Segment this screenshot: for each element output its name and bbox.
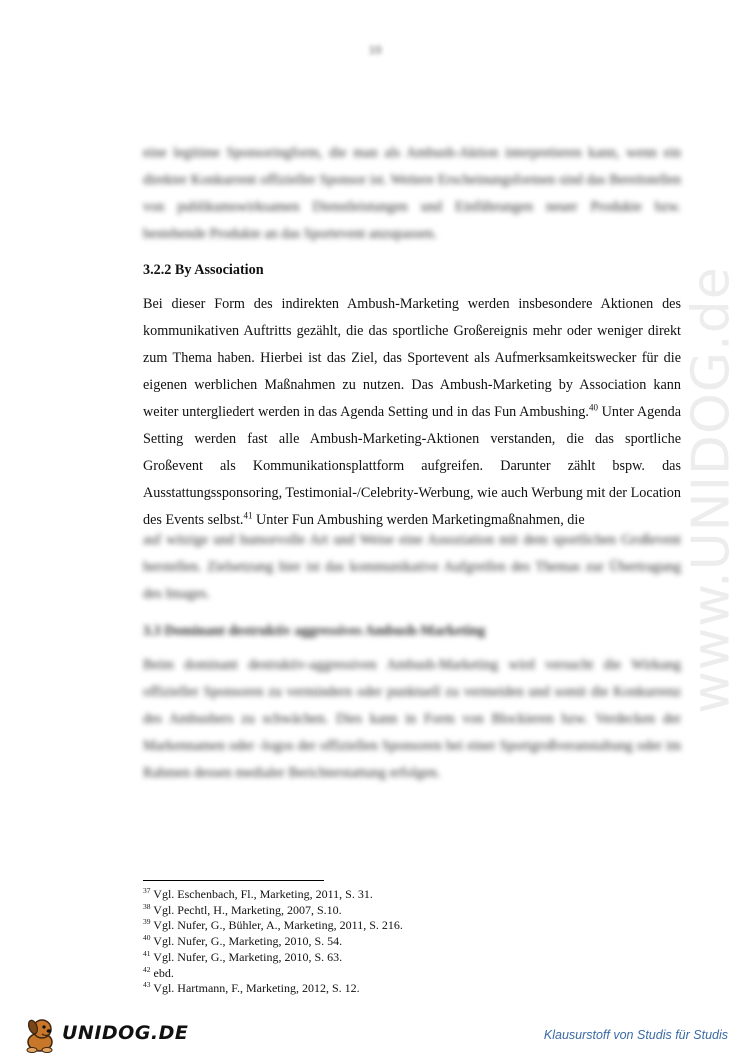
footnote bbox=[143, 981, 683, 997]
footnote-text: ebd. bbox=[153, 965, 174, 980]
unidog-logo[interactable] bbox=[20, 1016, 189, 1054]
footnotes bbox=[143, 887, 683, 997]
logo-text: UNIDOG.DE bbox=[62, 1022, 189, 1044]
watermark-text: www.UNIDOG.de bbox=[682, 266, 742, 714]
footnote-number: 42 bbox=[143, 964, 151, 974]
footnote-text: Vgl. Nufer, G., Marketing, 2010, S. 54. bbox=[153, 934, 343, 949]
blurred-paragraph-continuation bbox=[143, 527, 681, 608]
footnote bbox=[143, 950, 683, 966]
footnote-text: Vgl. Nufer, G., Bühler, A., Marketing, 2011, S. 216. bbox=[153, 918, 403, 933]
tagline: Klausurstoff von Studis für Studis bbox=[543, 1028, 728, 1042]
main-sentence-1: Bei dieser Form des indirekten Ambush-Marketing werden insbesondere Aktionen des kommunikativen Auftritts gezählt, die das sportliche Großereignis mehr oder weniger direkt zum Thema haben. Hierbei ist das Ziel, das Sportevent als Aufmerksamkeitswecker für die eigenen werblichen Maßnahmen zu nutzen. Das Ambush-Marketing by Association kann weiter untergliedert werden in das Agenda Setting und in das Fun Ambushing. bbox=[143, 296, 681, 420]
footnote-text: Vgl. Nufer, G., Marketing, 2010, S. 63. bbox=[153, 949, 343, 964]
footnote-number: 43 bbox=[143, 980, 151, 990]
footnote-text: Vgl. Eschenbach, Fl., Marketing, 2011, S. 31. bbox=[153, 887, 373, 901]
footnote-ref-41: 41 bbox=[243, 510, 253, 521]
footnote bbox=[143, 903, 683, 919]
main-paragraph bbox=[143, 291, 681, 534]
footnote bbox=[143, 966, 683, 982]
footnote-ref-40: 40 bbox=[588, 402, 598, 413]
blurred-paragraph-top bbox=[143, 140, 681, 248]
footnote bbox=[143, 887, 683, 903]
footnote-text: Vgl. Hartmann, F., Marketing, 2012, S. 12. bbox=[153, 981, 360, 996]
footnote-text: Vgl. Pechtl, H., Marketing, 2007, S.10. bbox=[153, 902, 342, 917]
blurred-section-heading: 3.3 Dominant destruktiv aggressives Ambush-Marketing bbox=[143, 623, 486, 639]
footnote-divider bbox=[143, 880, 324, 881]
dog-mascot-icon bbox=[20, 1016, 60, 1054]
footnote bbox=[143, 934, 683, 950]
main-sentence-3: Unter Fun Ambushing werden Marketingmaßnahmen, die bbox=[252, 512, 585, 528]
footnote-number: 39 bbox=[143, 917, 151, 927]
footnote-number: 40 bbox=[143, 933, 151, 943]
footnote-number: 41 bbox=[143, 948, 151, 958]
page-number: 10 bbox=[368, 42, 382, 57]
footnote bbox=[143, 918, 683, 934]
main-sentence-2: Unter Agenda Setting werden fast alle Ambush-Marketing-Aktionen verstanden, die das sportliche Großevent als Kommunikationsplattform aufgreifen. Darunter zählt bspw. das Ausstattungssponsoring, Testimonial-/Celebrity-Werbung, wie auch Werbung mit der Location des Events selbst. bbox=[143, 404, 682, 528]
footnote-number: 37 bbox=[143, 886, 151, 895]
section-heading: 3.2.2 By Association bbox=[143, 262, 264, 278]
blurred-paragraph-bottom bbox=[143, 652, 681, 787]
watermark bbox=[682, 230, 742, 750]
main-paragraph-text bbox=[143, 291, 681, 534]
blurred-paragraph-top-text: eine legitime Sponsoringform, die man als Ambush-Aktion interpretieren kann, wenn ein direkter Konkurrent offizieller Sponsor ist. Weitere Erscheinungsformen sind das Bereitstellen von publikumswirksamen Dienstleistungen und Einführungen neuer Produkte bzw. bestehende Produkte an das Sportevent anzupassen. bbox=[143, 145, 681, 242]
footnote-number: 38 bbox=[143, 901, 151, 911]
blurred-continuation-text: auf witzige und humorvolle Art und Weise eine Assoziation mit dem sportlichen Großevent herstellen. Zielsetzung hier ist das kommunikative Aufgreifen des Themas zur Übertragung des Images. bbox=[143, 532, 681, 602]
blurred-bottom-text: Beim dominant destruktiv-aggressiven Ambush-Marketing wird versucht die Wirkung offizieller Sponsoren zu vermindern oder punktuell zu vermeiden und somit die Konkurrenz des Ambushers zu schwächen. Dies kann in Form von Blockieren bzw. Verdecken der Markennamen oder -logos der offiziellen Sponsoren bei einer Sportgroßveranstaltung oder im Rahmen dessen medialer Berichterstattung erfolgen. bbox=[143, 657, 681, 781]
